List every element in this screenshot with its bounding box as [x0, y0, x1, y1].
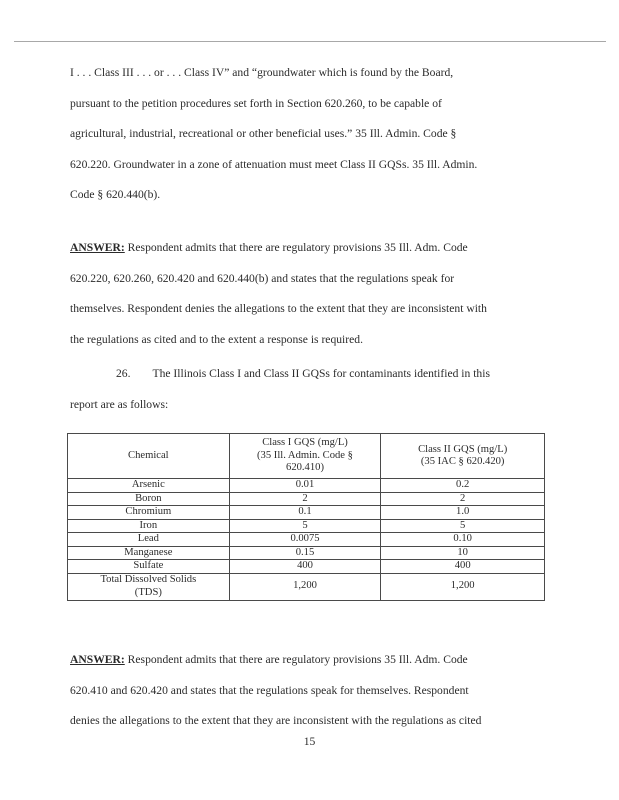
- answer-label-2: ANSWER:: [70, 653, 125, 666]
- cell-class-1: 0.01: [229, 479, 381, 493]
- cell-class-2: 1.0: [381, 506, 545, 520]
- cell-class-2: 5: [381, 519, 545, 533]
- cell-chemical: Chromium: [68, 506, 230, 520]
- answer-1-line-1: Respondent admits that there are regulatory provisions 35 Ill. Adm. Code: [127, 241, 468, 254]
- cell-chemical: Iron: [68, 519, 230, 533]
- table-row: [68, 492, 545, 506]
- answer-2-line-1: Respondent admits that there are regulatory provisions 35 Ill. Adm. Code: [127, 653, 468, 666]
- header-class-2-line-1: Class II GQS (mg/L): [418, 443, 508, 455]
- continuation-line-4: 620.220. Groundwater in a zone of attenuation must meet Class II GQSs. 35 Ill. Admin.: [70, 157, 478, 171]
- answer-paragraph-1: [70, 233, 510, 355]
- cell-chemical: Lead: [68, 533, 230, 547]
- paragraph-26-line-2: report are as follows:: [70, 398, 169, 411]
- cell-chemical: Manganese: [68, 546, 230, 560]
- header-chemical: Chemical: [68, 434, 230, 479]
- table-row: [68, 546, 545, 560]
- tds-line-1: Total Dissolved Solids: [100, 574, 197, 585]
- cell-chemical-tds: [68, 573, 230, 600]
- cell-class-1: 2: [229, 492, 381, 506]
- page-number: 15: [303, 735, 316, 748]
- cell-class-1-tds: 1,200: [229, 573, 381, 600]
- continuation-line-1: I . . . Class III . . . or . . . Class IV” and “groundwater which is found by the Board,: [70, 66, 454, 79]
- cell-chemical: Sulfate: [68, 560, 230, 574]
- continuation-line-2: pursuant to the petition procedures set forth in Section 620.260, to be capable of: [70, 96, 442, 110]
- cell-chemical: Arsenic: [68, 479, 230, 493]
- header-class-2-line-2: (35 IAC § 620.420): [420, 456, 505, 467]
- continuation-paragraph: [70, 58, 510, 211]
- tds-line-2: (TDS): [134, 586, 162, 598]
- table-row: [68, 560, 545, 574]
- table-row-tds: [68, 573, 545, 600]
- header-class-1: [229, 434, 381, 479]
- answer-2-line-3: denies the allegations to the extent that they are inconsistent with the regulations as cited: [70, 714, 482, 727]
- continuation-line-5: Code § 620.440(b).: [70, 188, 161, 201]
- answer-1-line-4: the regulations as cited and to the extent a response is required.: [70, 332, 363, 346]
- table-row: [68, 479, 545, 493]
- paragraph-26: [70, 358, 510, 420]
- answer-1-line-2: 620.220, 620.260, 620.420 and 620.440(b) and states that the regulations speak for: [70, 271, 455, 285]
- cell-class-2: 10: [381, 546, 545, 560]
- cell-class-2: 0.10: [381, 533, 545, 547]
- header-class-1-line-3: 620.410): [286, 462, 324, 474]
- header-class-1-line-2: (35 Ill. Admin. Code §: [257, 449, 353, 461]
- table-row: [68, 533, 545, 547]
- cell-class-2: 2: [381, 492, 545, 506]
- gqs-table: [67, 433, 545, 601]
- cell-class-1: 0.1: [229, 506, 381, 520]
- table-row: [68, 519, 545, 533]
- table-row: [68, 506, 545, 520]
- cell-class-2: 0.2: [381, 479, 545, 493]
- cell-chemical: Boron: [68, 492, 230, 506]
- header-class-2: [381, 434, 545, 479]
- cell-class-1: 400: [229, 560, 381, 574]
- answer-1-line-3: themselves. Respondent denies the allegations to the extent that they are inconsistent with: [70, 302, 487, 315]
- cell-class-1: 5: [229, 519, 381, 533]
- continuation-line-3: agricultural, industrial, recreational or other beneficial uses.” 35 Ill. Admin. Code §: [70, 127, 457, 140]
- paragraph-26-line-1: The Illinois Class I and Class II GQSs for contaminants identified in this: [152, 367, 490, 380]
- cell-class-1: 0.15: [229, 546, 381, 560]
- answer-2-line-2: 620.410 and 620.420 and states that the regulations speak for themselves. Respondent: [70, 683, 469, 697]
- header-rule: [14, 41, 606, 42]
- answer-paragraph-2: [70, 645, 510, 737]
- cell-class-2: 400: [381, 560, 545, 574]
- cell-class-1: 0.0075: [229, 533, 381, 547]
- table-header-row: [68, 434, 545, 479]
- answer-label-1: ANSWER:: [70, 241, 125, 254]
- paragraph-26-number: 26.: [116, 367, 131, 380]
- header-class-1-line-1: Class I GQS (mg/L): [262, 437, 348, 449]
- cell-class-2-tds: 1,200: [381, 573, 545, 600]
